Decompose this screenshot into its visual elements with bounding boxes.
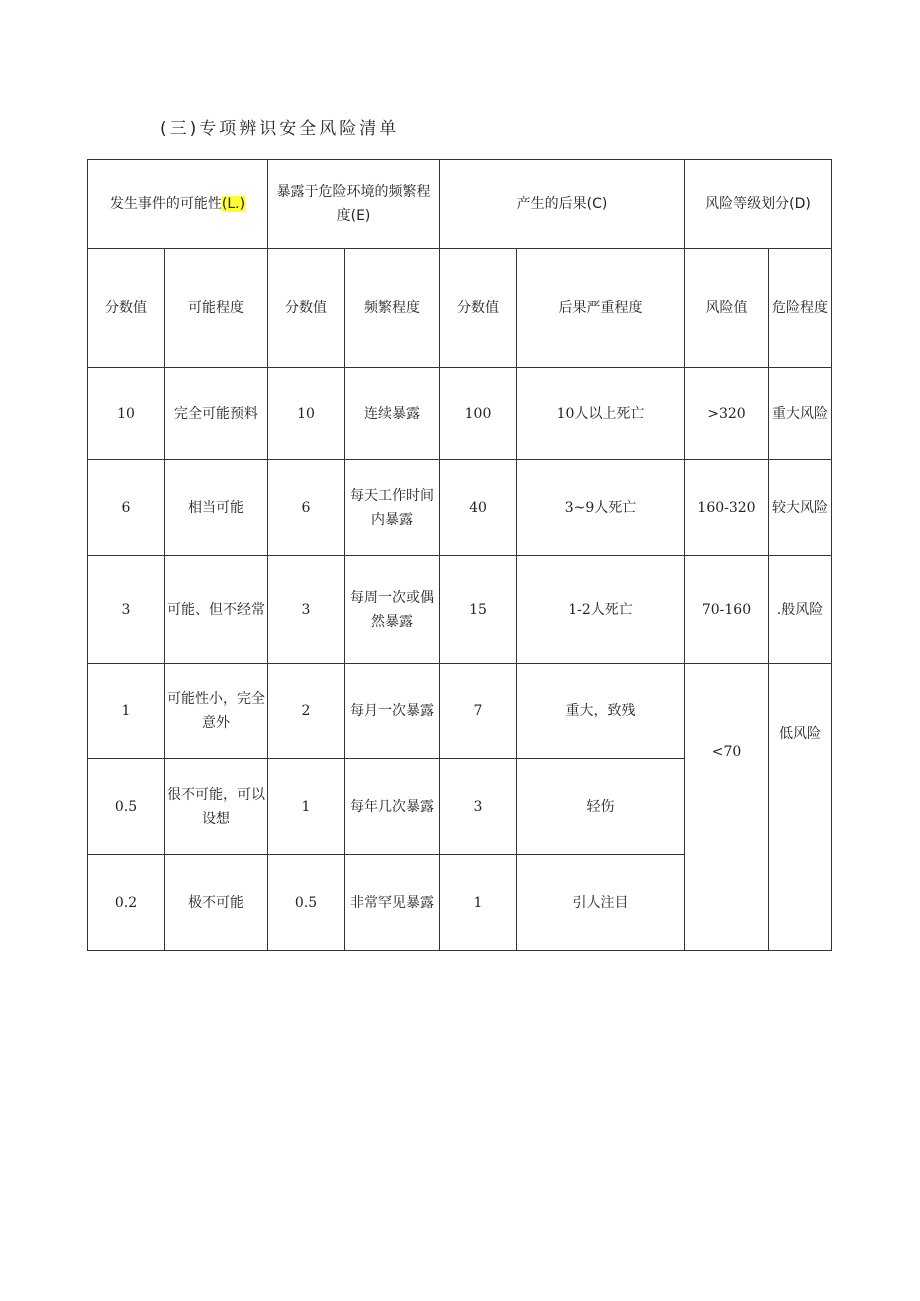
d-value-cell: >320 bbox=[685, 368, 769, 460]
c-score-cell: 100 bbox=[440, 368, 517, 460]
c-score-header: 分数值 bbox=[440, 249, 517, 368]
subheader-row bbox=[88, 249, 832, 368]
table-row bbox=[88, 460, 832, 556]
l-score-cell: 3 bbox=[88, 556, 165, 664]
e-degree-cell: 非常罕见暴露 bbox=[345, 855, 440, 951]
e-degree-cell: 每月一次暴露 bbox=[345, 664, 440, 759]
d-value-cell: 160-320 bbox=[685, 460, 769, 556]
c-degree-cell: 3~9人死亡 bbox=[517, 460, 685, 556]
l-degree-header: 可能程度 bbox=[165, 249, 268, 368]
l-score-cell: 10 bbox=[88, 368, 165, 460]
likelihood-header-text: 发生事件的可能性 bbox=[109, 196, 222, 212]
likelihood-header-mark: (L.) bbox=[221, 196, 246, 212]
table-row bbox=[88, 556, 832, 664]
risk-header: 风险等级划分(D) bbox=[685, 160, 832, 249]
l-score-cell: 0.2 bbox=[88, 855, 165, 951]
l-degree-cell: 可能性小，完全意外 bbox=[165, 664, 268, 759]
d-degree-header: 危险程度 bbox=[769, 249, 832, 368]
l-degree-cell: 可能、但不经常 bbox=[165, 556, 268, 664]
risk-table bbox=[87, 159, 832, 951]
d-degree-cell: 低风险 bbox=[769, 664, 832, 951]
l-degree-cell: 很不可能，可以设想 bbox=[165, 759, 268, 855]
l-score-header: 分数值 bbox=[88, 249, 165, 368]
table-row bbox=[88, 368, 832, 460]
c-degree-cell: 轻伤 bbox=[517, 759, 685, 855]
l-degree-cell: 极不可能 bbox=[165, 855, 268, 951]
exposure-header: 暴露于危险环境的频繁程度(E) bbox=[268, 160, 440, 249]
d-degree-cell: .般风险 bbox=[769, 556, 832, 664]
consequence-header: 产生的后果(C) bbox=[440, 160, 685, 249]
likelihood-header bbox=[88, 160, 268, 249]
e-score-cell: 6 bbox=[268, 460, 345, 556]
c-degree-cell: 重大，致残 bbox=[517, 664, 685, 759]
d-degree-cell: 较大风险 bbox=[769, 460, 832, 556]
c-score-cell: 7 bbox=[440, 664, 517, 759]
d-value-header: 风险值 bbox=[685, 249, 769, 368]
e-degree-cell: 每周一次或偶然暴露 bbox=[345, 556, 440, 664]
e-degree-header: 频繁程度 bbox=[345, 249, 440, 368]
c-degree-cell: 10人以上死亡 bbox=[517, 368, 685, 460]
c-score-cell: 40 bbox=[440, 460, 517, 556]
c-score-cell: 1 bbox=[440, 855, 517, 951]
l-score-cell: 6 bbox=[88, 460, 165, 556]
d-degree-cell: 重大风险 bbox=[769, 368, 832, 460]
c-score-cell: 15 bbox=[440, 556, 517, 664]
l-degree-cell: 相当可能 bbox=[165, 460, 268, 556]
c-degree-header: 后果严重程度 bbox=[517, 249, 685, 368]
l-score-cell: 1 bbox=[88, 664, 165, 759]
l-degree-cell: 完全可能预料 bbox=[165, 368, 268, 460]
c-score-cell: 3 bbox=[440, 759, 517, 855]
e-score-header: 分数值 bbox=[268, 249, 345, 368]
l-score-cell: 0.5 bbox=[88, 759, 165, 855]
d-value-cell: <70 bbox=[685, 664, 769, 951]
e-score-cell: 0.5 bbox=[268, 855, 345, 951]
header-row bbox=[88, 160, 832, 249]
e-score-cell: 10 bbox=[268, 368, 345, 460]
section-title: (三)专项辨识安全风险清单 bbox=[160, 119, 400, 139]
e-degree-cell: 连续暴露 bbox=[345, 368, 440, 460]
d-value-cell: 70-160 bbox=[685, 556, 769, 664]
c-degree-cell: 引人注目 bbox=[517, 855, 685, 951]
table-row bbox=[88, 664, 832, 759]
e-score-cell: 2 bbox=[268, 664, 345, 759]
e-score-cell: 1 bbox=[268, 759, 345, 855]
e-degree-cell: 每天工作时间内暴露 bbox=[345, 460, 440, 556]
c-degree-cell: 1-2人死亡 bbox=[517, 556, 685, 664]
e-degree-cell: 每年几次暴露 bbox=[345, 759, 440, 855]
e-score-cell: 3 bbox=[268, 556, 345, 664]
